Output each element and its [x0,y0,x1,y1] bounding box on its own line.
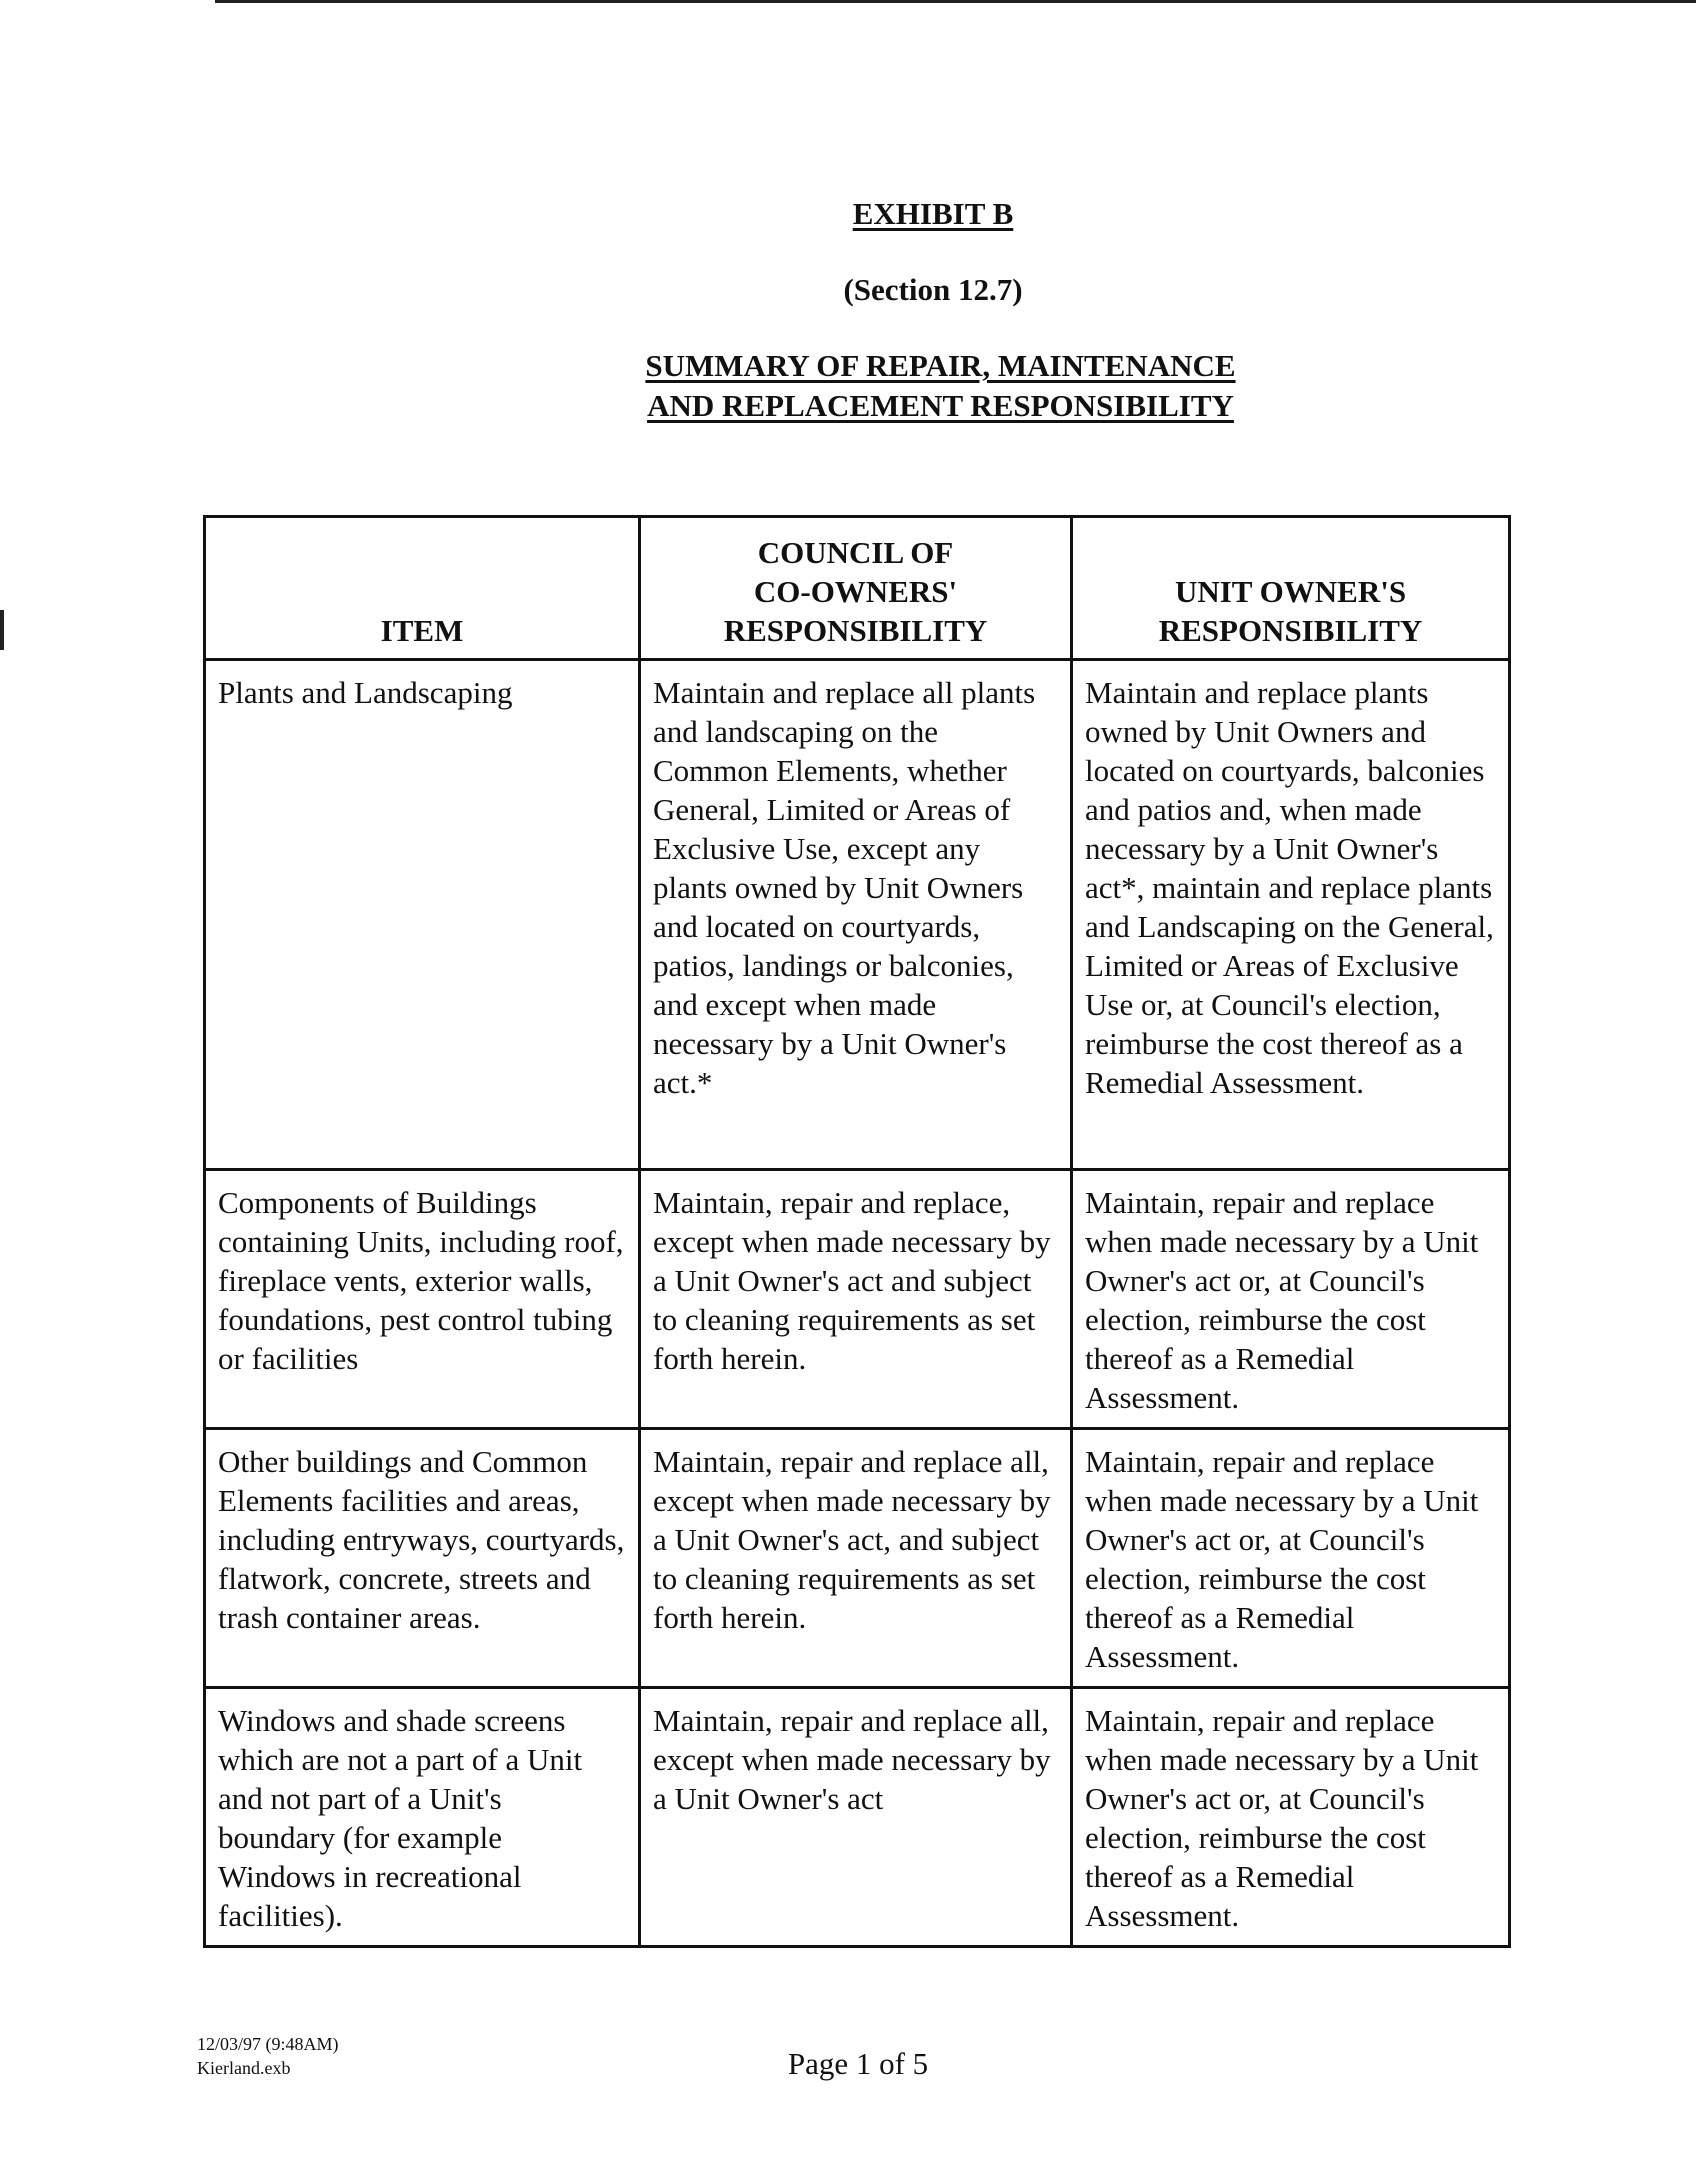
header-council-line-1: COUNCIL OF [757,535,954,570]
header-council [640,517,1072,660]
cell-owner: Maintain, repair and replace when made necessary by a Unit Owner's act or, at Council's election, reimburse the cost thereof as a Remedial Assessment. [1072,1429,1510,1688]
cell-item: Other buildings and Common Elements facilities and areas, including entryways, courtyards, flatwork, concrete, streets and trash container areas. [205,1429,640,1688]
document-header [0,196,1696,426]
cell-council: Maintain, repair and replace all, except when made necessary by a Unit Owner's act [640,1688,1072,1947]
footer-filename: Kierland.exb [197,2058,291,2078]
cell-item: Components of Buildings containing Units, including roof, fireplace vents, exterior walls, foundations, pest control tubing or facilities [205,1170,640,1429]
header-item-label: ITEM [380,613,464,648]
cell-owner: Maintain and replace plants owned by Unit Owners and located on courtyards, balconies and patios and, when made necessary by a Unit Owner's act*, maintain and replace plants and Landscaping on the General, Limited or Areas of Exclusive Use or, at Council's election, reimburse the cost thereof as a Remedial Assessment. [1072,660,1510,1170]
scan-top-border [215,0,1696,3]
table-header-row [205,517,1510,660]
cell-owner: Maintain, repair and replace when made necessary by a Unit Owner's act or, at Council's election, reimburse the cost thereof as a Remedial Assessment. [1072,1688,1510,1947]
table-row [205,1429,1510,1688]
header-council-line-2: CO-OWNERS' [753,574,958,609]
summary-title [185,346,1696,426]
cell-council: Maintain, repair and replace, except when made necessary by a Unit Owner's act and subject to cleaning requirements as set forth herein. [640,1170,1072,1429]
header-owner-line-2: RESPONSIBILITY [1158,613,1423,648]
footer-timestamp: 12/03/97 (9:48AM) [197,2034,339,2054]
cell-council: Maintain, repair and replace all, except when made necessary by a Unit Owner's act, and subject to cleaning requirements as set forth herein. [640,1429,1072,1688]
header-owner [1072,517,1510,660]
header-item [205,517,640,660]
responsibility-table [203,515,1511,1948]
scan-margin-mark [0,610,4,650]
cell-council: Maintain and replace all plants and landscaping on the Common Elements, whether General, Limited or Areas of Exclusive Use, except any plants owned by Unit Owners and located on courtyards, patios, landings or balconies, and except when made necessary by a Unit Owner's act.* [640,660,1072,1170]
header-council-line-3: RESPONSIBILITY [723,613,988,648]
cell-item: Windows and shade screens which are not a part of a Unit and not part of a Unit's boundary (for example Windows in recreational facilities). [205,1688,640,1947]
responsibility-table-container [203,515,1508,1948]
header-owner-line-1: UNIT OWNER'S [1174,574,1407,609]
cell-item: Plants and Landscaping [205,660,640,1170]
page-number: Page 1 of 5 [787,2046,929,2081]
table-row [205,660,1510,1170]
table-row [205,1170,1510,1429]
section-reference: (Section 12.7) [843,272,1023,307]
exhibit-title: EXHIBIT B [852,196,1014,231]
summary-title-line-2: AND REPLACEMENT RESPONSIBILITY [647,388,1234,423]
cell-owner: Maintain, repair and replace when made necessary by a Unit Owner's act or, at Council's election, reimburse the cost thereof as a Remedial Assessment. [1072,1170,1510,1429]
table-row [205,1688,1510,1947]
summary-title-line-1: SUMMARY OF REPAIR, MAINTENANCE [645,348,1236,383]
